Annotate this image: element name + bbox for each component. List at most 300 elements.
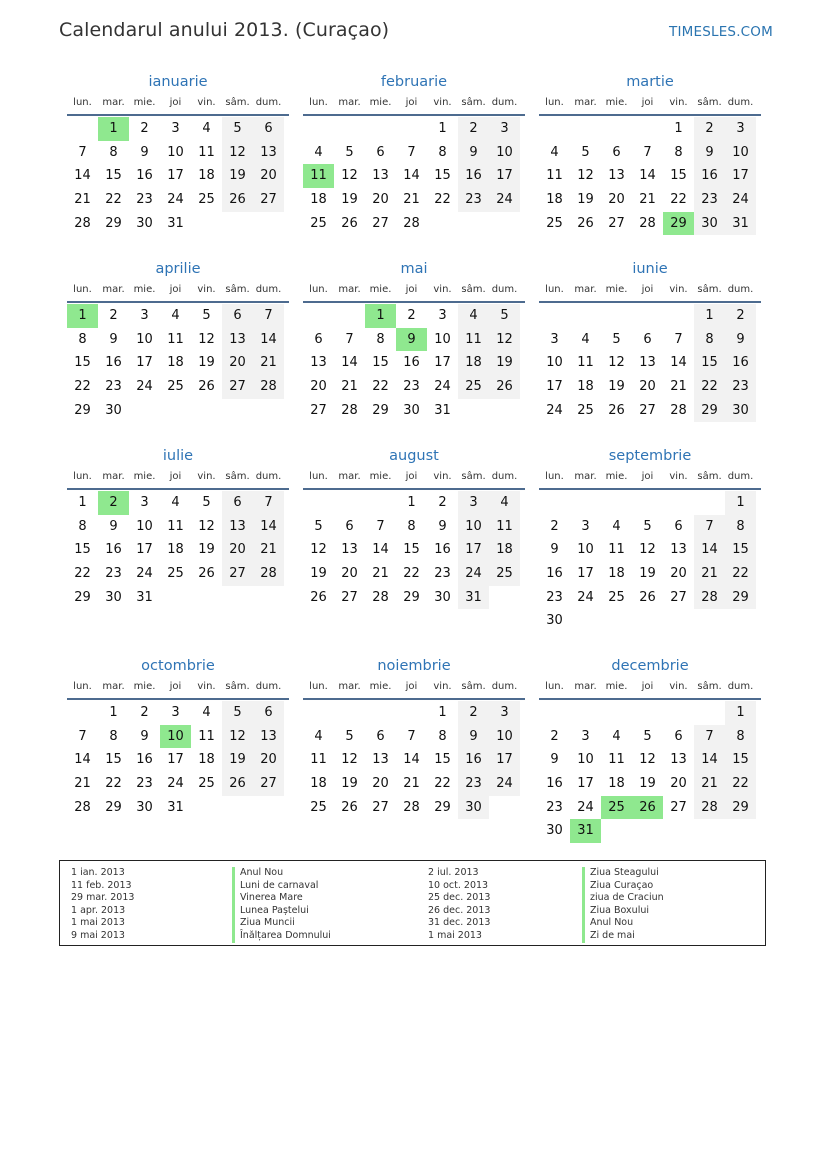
weekday-label: mar. xyxy=(338,681,361,692)
weekday-label: vin. xyxy=(433,284,452,295)
calendar-day: 26 xyxy=(198,566,215,582)
calendar-day: 7 xyxy=(78,728,87,744)
calendar-day: 15 xyxy=(725,538,756,562)
weekday-label: dum. xyxy=(255,97,282,108)
weekday-label: vin. xyxy=(669,284,688,295)
calendar-day: 26 xyxy=(639,589,656,605)
empty-day xyxy=(67,701,98,725)
calendar-day: 29 xyxy=(694,399,725,423)
legend-names-right xyxy=(582,867,664,943)
calendar-day: 25 xyxy=(458,375,489,399)
weekday-label: sâm. xyxy=(461,471,486,482)
calendar-day: 19 xyxy=(310,566,327,582)
calendar-day: 14 xyxy=(341,355,358,371)
calendar-day: 24 xyxy=(489,772,520,796)
calendar-day: 6 xyxy=(314,331,323,347)
calendar-day: 14 xyxy=(403,168,420,184)
calendar-day: 15 xyxy=(434,168,451,184)
calendar-day: 9 xyxy=(458,141,489,165)
calendar-day: 5 xyxy=(643,518,652,534)
calendar-day: 7 xyxy=(694,515,725,539)
calendar-day: 1 xyxy=(725,701,756,725)
calendar-day: 6 xyxy=(376,144,385,160)
calendar-day: 14 xyxy=(694,538,725,562)
calendar-day: 18 xyxy=(310,776,327,792)
calendar-day: 13 xyxy=(222,515,253,539)
calendar-day: 23 xyxy=(434,566,451,582)
holiday-name: Anul Nou xyxy=(232,867,331,880)
weekday-label: mar. xyxy=(574,471,597,482)
calendar-day: 13 xyxy=(639,355,656,371)
calendar-day: 26 xyxy=(341,799,358,815)
calendar-day: 28 xyxy=(403,799,420,815)
holiday-date: 29 mar. 2013 xyxy=(71,892,135,904)
calendar-day: 2 xyxy=(140,121,149,136)
calendar-day: 20 xyxy=(608,192,625,208)
calendar-day: 22 xyxy=(434,776,451,792)
calendar-day: 28 xyxy=(694,586,725,610)
calendar-day: 2 xyxy=(550,518,559,534)
calendar-day: 18 xyxy=(608,566,625,582)
calendar-day: 3 xyxy=(581,728,590,744)
calendar-day: 24 xyxy=(167,192,184,208)
legend-names-left xyxy=(232,867,331,943)
calendar-day: 17 xyxy=(167,752,184,768)
day-grid xyxy=(67,491,289,609)
calendar-day: 8 xyxy=(694,328,725,352)
calendar-day: 22 xyxy=(403,566,420,582)
legend-dates-right xyxy=(428,867,490,943)
empty-day xyxy=(396,701,427,725)
empty-day xyxy=(570,491,601,515)
calendar-day: 19 xyxy=(222,748,253,772)
weekday-label: sâm. xyxy=(225,284,250,295)
calendar-day: 16 xyxy=(546,566,563,582)
calendar-day: 2 xyxy=(438,495,447,510)
calendar-day: 14 xyxy=(403,752,420,768)
weekday-label: mar. xyxy=(338,284,361,295)
calendar-day: 16 xyxy=(725,351,756,375)
calendar-day: 3 xyxy=(725,117,756,141)
calendar-day: 19 xyxy=(198,542,215,558)
weekday-label: vin. xyxy=(433,97,452,108)
holiday-day: 29 xyxy=(663,212,694,236)
calendar-day: 10 xyxy=(577,752,594,768)
holiday-date: 1 apr. 2013 xyxy=(71,904,126,916)
calendar-day: 3 xyxy=(140,495,149,510)
holiday-date: 25 dec. 2013 xyxy=(428,892,491,904)
calendar-day: 11 xyxy=(546,168,563,184)
weekday-label: joi xyxy=(405,97,418,108)
calendar-day: 22 xyxy=(105,192,122,208)
empty-day xyxy=(539,304,570,328)
calendar-day: 1 xyxy=(438,121,447,136)
calendar-day: 5 xyxy=(222,117,253,141)
calendar-day: 19 xyxy=(639,566,656,582)
calendar-day: 21 xyxy=(253,538,284,562)
calendar-day: 25 xyxy=(489,562,520,586)
calendar-day: 5 xyxy=(643,728,652,744)
weekday-label: sâm. xyxy=(225,97,250,108)
calendar-day: 12 xyxy=(198,518,215,534)
month-februarie xyxy=(303,72,525,235)
calendar-day: 27 xyxy=(670,589,687,605)
calendar-day: 3 xyxy=(581,518,590,534)
weekday-header xyxy=(303,466,525,490)
weekday-label: sâm. xyxy=(697,284,722,295)
calendar-day: 25 xyxy=(310,799,327,815)
calendar-day: 20 xyxy=(222,538,253,562)
calendar-day: 18 xyxy=(489,538,520,562)
holiday-name: Zi de mai xyxy=(582,930,664,943)
empty-day xyxy=(570,117,601,141)
calendar-day: 20 xyxy=(670,776,687,792)
holiday-legend xyxy=(59,860,766,946)
weekday-label: sâm. xyxy=(697,471,722,482)
calendar-day: 27 xyxy=(670,799,687,815)
weekday-header xyxy=(67,466,289,490)
calendar-day: 15 xyxy=(105,168,122,184)
calendar-day: 15 xyxy=(105,752,122,768)
calendar-day: 23 xyxy=(136,776,153,792)
holiday-name: Ziua Curaçao xyxy=(582,880,664,893)
calendar-day: 15 xyxy=(670,168,687,184)
calendar-day: 6 xyxy=(253,117,284,141)
calendar-day: 23 xyxy=(458,772,489,796)
weekday-label: vin. xyxy=(433,471,452,482)
calendar-day: 20 xyxy=(253,748,284,772)
calendar-day: 29 xyxy=(74,402,91,418)
calendar-day: 11 xyxy=(489,515,520,539)
calendar-day: 30 xyxy=(105,402,122,418)
weekday-label: mar. xyxy=(102,97,125,108)
calendar-day: 31 xyxy=(167,799,184,815)
calendar-day: 14 xyxy=(253,515,284,539)
calendar-day: 24 xyxy=(577,799,594,815)
calendar-day: 29 xyxy=(105,215,122,231)
calendar-day: 7 xyxy=(78,144,87,160)
calendar-day: 13 xyxy=(253,725,284,749)
calendar-day: 26 xyxy=(222,188,253,212)
calendar-day: 7 xyxy=(407,728,416,744)
calendar-day: 15 xyxy=(434,752,451,768)
calendar-day: 4 xyxy=(458,304,489,328)
calendar-day: 6 xyxy=(222,491,253,515)
empty-day xyxy=(663,701,694,725)
calendar-day: 31 xyxy=(458,586,489,610)
calendar-day: 15 xyxy=(74,542,91,558)
calendar-day: 22 xyxy=(105,776,122,792)
empty-day xyxy=(365,117,396,141)
calendar-day: 8 xyxy=(109,144,118,160)
calendar-day: 26 xyxy=(489,375,520,399)
month-name: decembrie xyxy=(611,658,689,674)
month-name: februarie xyxy=(380,74,448,90)
calendar-day: 22 xyxy=(725,772,756,796)
day-grid xyxy=(539,117,761,235)
calendar-day: 19 xyxy=(489,351,520,375)
day-grid xyxy=(539,304,761,422)
weekday-label: mie. xyxy=(133,471,156,482)
weekday-label: lun. xyxy=(73,681,92,692)
calendar-day: 21 xyxy=(694,562,725,586)
calendar-day: 31 xyxy=(136,589,153,605)
calendar-day: 30 xyxy=(136,799,153,815)
calendar-day: 19 xyxy=(577,192,594,208)
calendar-day: 16 xyxy=(694,164,725,188)
calendar-day: 4 xyxy=(171,308,180,323)
calendar-day: 17 xyxy=(458,538,489,562)
holiday-date: 1 mai 2013 xyxy=(428,929,482,941)
holiday-date: 9 mai 2013 xyxy=(71,929,125,941)
page-title: Calendarul anului 2013. (Curaçao) xyxy=(59,19,390,41)
calendar-day: 4 xyxy=(550,144,559,160)
empty-day xyxy=(334,117,365,141)
weekday-label: dum. xyxy=(491,681,518,692)
weekday-label: mar. xyxy=(338,471,361,482)
calendar-day: 12 xyxy=(577,168,594,184)
empty-day xyxy=(694,701,725,725)
calendar-day: 4 xyxy=(202,705,211,720)
weekday-label: dum. xyxy=(727,97,754,108)
month-name: iulie xyxy=(162,448,194,464)
day-grid xyxy=(67,117,289,235)
calendar-day: 6 xyxy=(376,728,385,744)
calendar-day: 12 xyxy=(639,542,656,558)
calendar-day: 12 xyxy=(310,542,327,558)
calendar-day: 11 xyxy=(198,728,215,744)
calendar-day: 31 xyxy=(434,402,451,418)
calendar-day: 24 xyxy=(725,188,756,212)
calendar-day: 10 xyxy=(458,515,489,539)
calendar-day: 8 xyxy=(109,728,118,744)
calendar-day: 18 xyxy=(198,168,215,184)
empty-day xyxy=(570,304,601,328)
day-grid xyxy=(539,701,761,843)
weekday-header xyxy=(303,279,525,303)
calendar-day: 20 xyxy=(310,379,327,395)
calendar-day: 1 xyxy=(674,121,683,136)
calendar-day: 6 xyxy=(674,518,683,534)
calendar-day: 29 xyxy=(74,589,91,605)
day-grid xyxy=(303,491,525,609)
calendar-day: 23 xyxy=(546,799,563,815)
calendar-day: 21 xyxy=(341,379,358,395)
weekday-header xyxy=(67,92,289,116)
month-august xyxy=(303,446,525,609)
weekday-label: mie. xyxy=(605,471,628,482)
weekday-label: mie. xyxy=(369,681,392,692)
calendar-day: 2 xyxy=(407,308,416,323)
weekday-label: joi xyxy=(405,284,418,295)
calendar-day: 29 xyxy=(725,586,756,610)
holiday-day: 31 xyxy=(570,819,601,843)
calendar-day: 5 xyxy=(345,728,354,744)
empty-day xyxy=(663,491,694,515)
empty-day xyxy=(539,491,570,515)
weekday-label: sâm. xyxy=(225,471,250,482)
holiday-day: 11 xyxy=(303,164,334,188)
calendar-day: 17 xyxy=(577,776,594,792)
weekday-label: vin. xyxy=(669,681,688,692)
weekday-label: mie. xyxy=(369,471,392,482)
calendar-day: 13 xyxy=(222,328,253,352)
weekday-label: vin. xyxy=(197,471,216,482)
weekday-label: mar. xyxy=(574,681,597,692)
calendar-day: 2 xyxy=(140,705,149,720)
calendar-day: 9 xyxy=(140,728,149,744)
holiday-day: 1 xyxy=(98,117,129,141)
weekday-label: mie. xyxy=(369,97,392,108)
weekday-label: joi xyxy=(641,284,654,295)
calendar-day: 16 xyxy=(105,542,122,558)
month-ianuarie xyxy=(67,72,289,235)
calendar-day: 30 xyxy=(546,613,563,629)
calendar-day: 31 xyxy=(167,215,184,231)
weekday-label: lun. xyxy=(73,97,92,108)
weekday-label: sâm. xyxy=(461,681,486,692)
calendar-day: 21 xyxy=(639,192,656,208)
calendar-day: 26 xyxy=(577,215,594,231)
holiday-day: 10 xyxy=(160,725,191,749)
weekday-label: mar. xyxy=(338,97,361,108)
month-noiembrie xyxy=(303,656,525,819)
calendar-day: 30 xyxy=(546,823,563,839)
empty-day xyxy=(601,304,632,328)
calendar-day: 6 xyxy=(612,144,621,160)
calendar-day: 19 xyxy=(341,192,358,208)
weekday-label: sâm. xyxy=(461,284,486,295)
calendar-day: 25 xyxy=(167,566,184,582)
calendar-day: 9 xyxy=(109,518,118,534)
calendar-day: 19 xyxy=(608,379,625,395)
calendar-day: 21 xyxy=(74,192,91,208)
calendar-day: 8 xyxy=(376,331,385,347)
calendar-day: 20 xyxy=(222,351,253,375)
calendar-day: 20 xyxy=(372,776,389,792)
calendar-day: 28 xyxy=(253,562,284,586)
calendar-day: 28 xyxy=(253,375,284,399)
calendar-day: 21 xyxy=(74,776,91,792)
calendar-day: 27 xyxy=(341,589,358,605)
calendar-day: 2 xyxy=(550,728,559,744)
calendar-day: 7 xyxy=(694,725,725,749)
calendar-day: 2 xyxy=(109,308,118,323)
weekday-label: mie. xyxy=(605,97,628,108)
calendar-day: 19 xyxy=(222,164,253,188)
calendar-day: 14 xyxy=(670,355,687,371)
calendar-day: 4 xyxy=(314,728,323,744)
holiday-date: 2 iul. 2013 xyxy=(428,867,479,878)
calendar-day: 21 xyxy=(372,566,389,582)
calendar-day: 20 xyxy=(670,566,687,582)
calendar-day: 18 xyxy=(577,379,594,395)
calendar-day: 25 xyxy=(577,402,594,418)
calendar-day: 17 xyxy=(136,355,153,371)
calendar-day: 4 xyxy=(581,331,590,347)
calendar-day: 24 xyxy=(489,188,520,212)
calendar-day: 30 xyxy=(136,215,153,231)
month-name: septembrie xyxy=(608,448,692,464)
calendar-day: 1 xyxy=(438,705,447,720)
weekday-label: joi xyxy=(641,97,654,108)
calendar-day: 26 xyxy=(198,379,215,395)
holiday-name: Lunea Paștelui xyxy=(232,905,331,918)
empty-day xyxy=(334,304,365,328)
calendar-day: 28 xyxy=(74,799,91,815)
calendar-day: 6 xyxy=(222,304,253,328)
legend-dates-left xyxy=(71,867,134,943)
calendar-day: 22 xyxy=(725,562,756,586)
calendar-day: 13 xyxy=(608,168,625,184)
holiday-name: Vinerea Mare xyxy=(232,892,331,905)
brand-link[interactable]: TIMESLES.COM xyxy=(669,24,773,40)
calendar-day: 11 xyxy=(167,518,184,534)
holiday-day: 1 xyxy=(365,304,396,328)
weekday-label: joi xyxy=(641,471,654,482)
month-name: august xyxy=(389,448,439,464)
weekday-label: mie. xyxy=(369,284,392,295)
calendar-day: 29 xyxy=(372,402,389,418)
month-septembrie xyxy=(539,446,761,633)
weekday-label: joi xyxy=(641,681,654,692)
weekday-label: lun. xyxy=(309,681,328,692)
weekday-header xyxy=(303,676,525,700)
calendar-day: 8 xyxy=(438,144,447,160)
holiday-day: 25 xyxy=(601,796,632,820)
holiday-name: Ziua Steagului xyxy=(582,867,664,880)
weekday-label: lun. xyxy=(309,284,328,295)
calendar-day: 13 xyxy=(670,752,687,768)
weekday-label: dum. xyxy=(491,97,518,108)
calendar-day: 24 xyxy=(546,402,563,418)
calendar-day: 30 xyxy=(458,796,489,820)
weekday-label: sâm. xyxy=(697,97,722,108)
calendar-day: 18 xyxy=(546,192,563,208)
calendar-day: 3 xyxy=(550,331,559,347)
weekday-label: dum. xyxy=(727,681,754,692)
calendar-day: 30 xyxy=(725,399,756,423)
calendar-day: 9 xyxy=(550,752,559,768)
calendar-day: 17 xyxy=(489,164,520,188)
calendar-day: 30 xyxy=(105,589,122,605)
holiday-day: 1 xyxy=(67,304,98,328)
month-decembrie xyxy=(539,656,761,843)
calendar-day: 3 xyxy=(171,121,180,136)
calendar-day: 25 xyxy=(198,776,215,792)
calendar-day: 20 xyxy=(639,379,656,395)
calendar-day: 17 xyxy=(725,164,756,188)
calendar-day: 22 xyxy=(74,379,91,395)
calendar-day: 12 xyxy=(198,331,215,347)
calendar-day: 13 xyxy=(253,141,284,165)
empty-day xyxy=(601,117,632,141)
calendar-day: 25 xyxy=(546,215,563,231)
calendar-day: 29 xyxy=(105,799,122,815)
calendar-day: 6 xyxy=(674,728,683,744)
month-name: martie xyxy=(626,74,674,90)
calendar-day: 7 xyxy=(253,491,284,515)
calendar-day: 5 xyxy=(612,331,621,347)
calendar-day: 10 xyxy=(577,542,594,558)
calendar-day: 27 xyxy=(639,402,656,418)
empty-day xyxy=(632,117,663,141)
weekday-label: dum. xyxy=(255,471,282,482)
holiday-date: 31 dec. 2013 xyxy=(428,917,491,929)
weekday-label: mie. xyxy=(605,681,628,692)
month-name: aprilie xyxy=(155,261,201,277)
calendar-day: 10 xyxy=(167,144,184,160)
